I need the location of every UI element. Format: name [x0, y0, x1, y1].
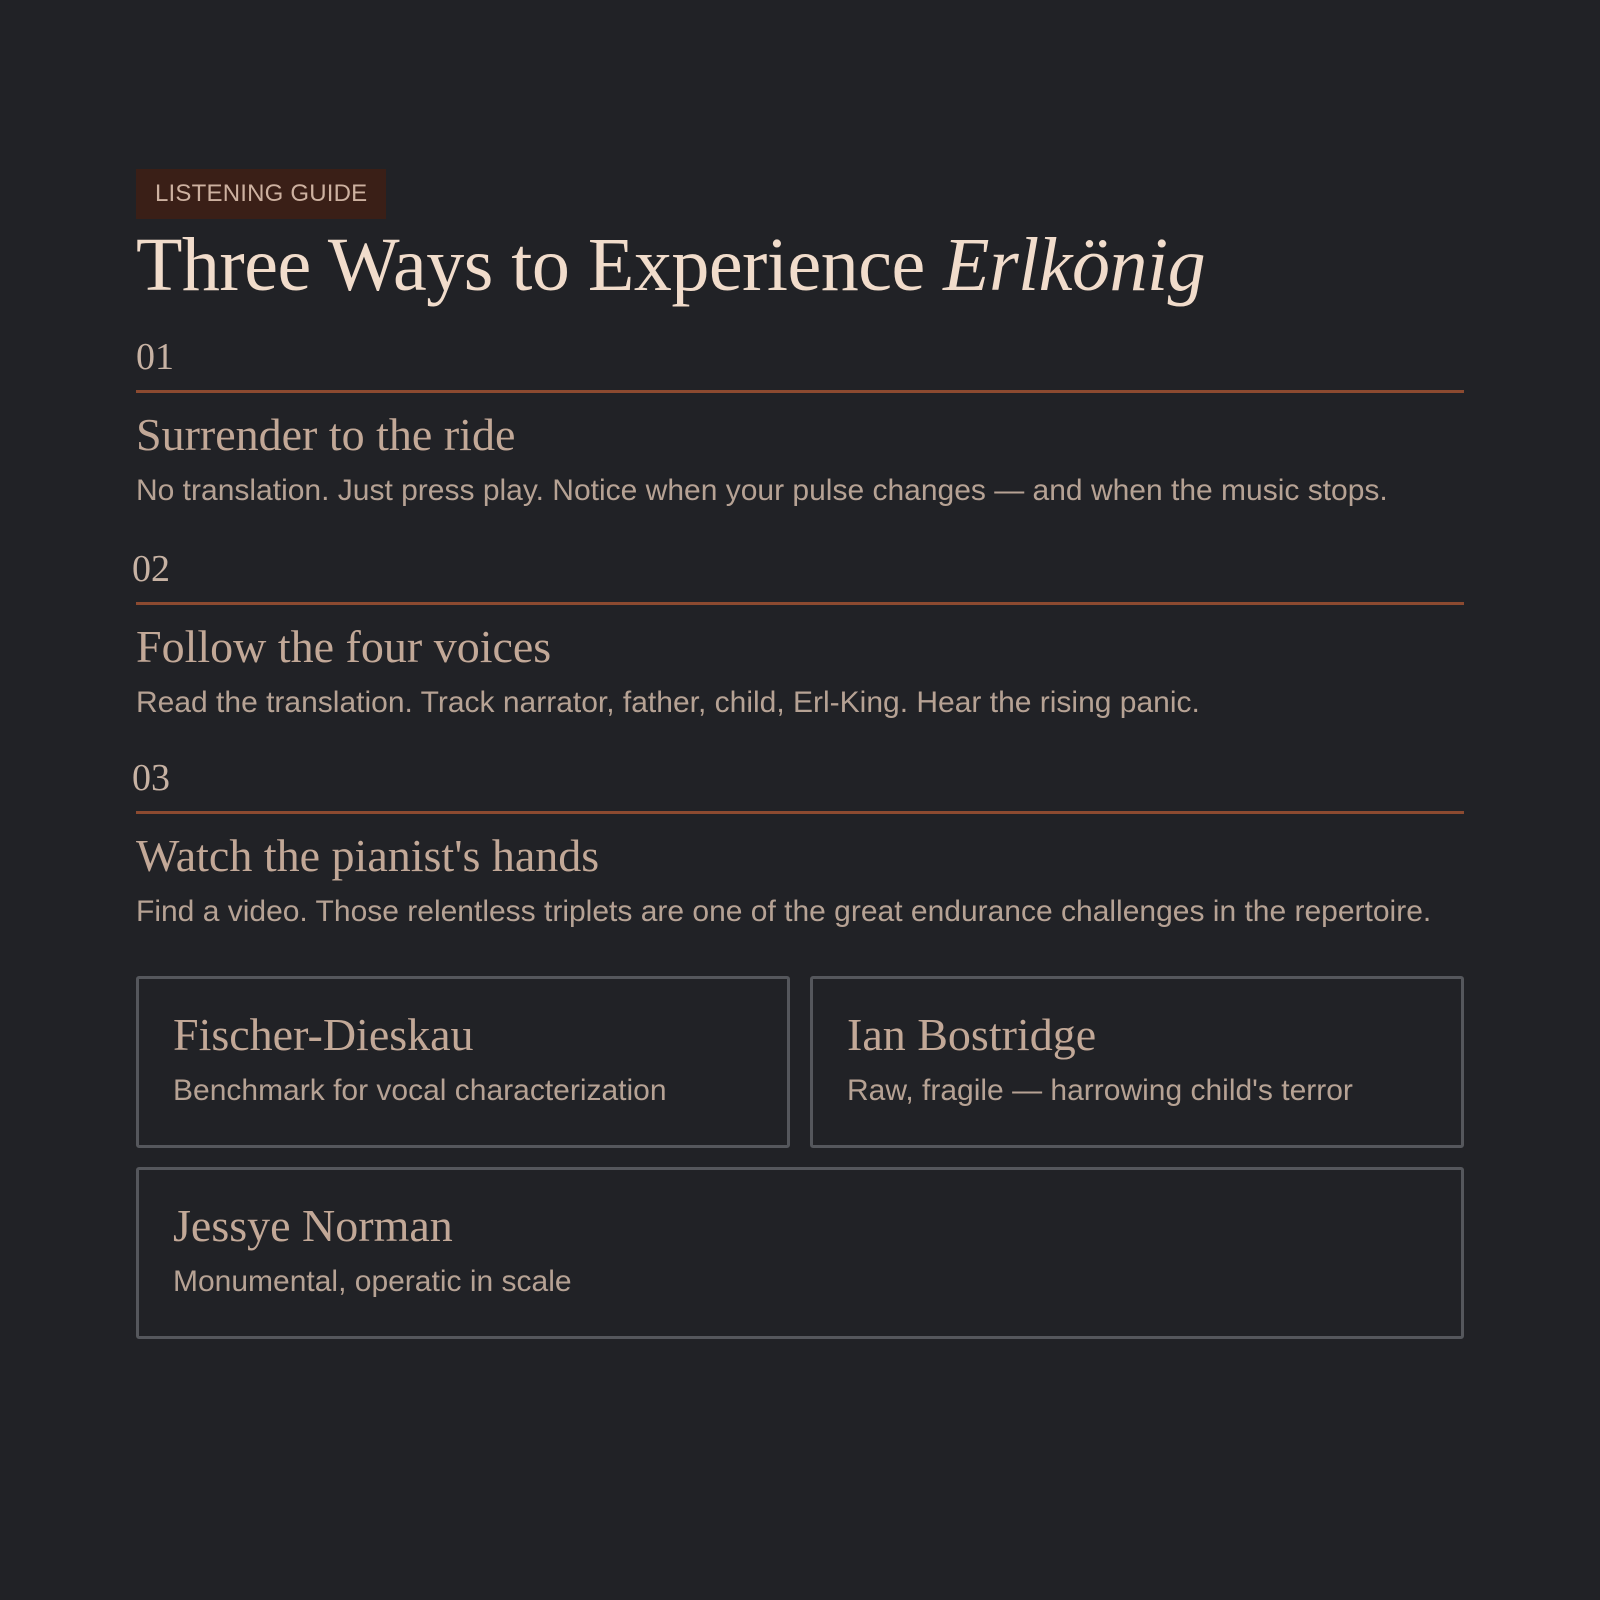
recording-description: Raw, fragile — harrowing child's terror [847, 1074, 1353, 1107]
recording-description: Monumental, operatic in scale [173, 1265, 572, 1298]
step-description: Read the translation. Track narrator, father, child, Erl-King. Hear the rising panic. [136, 686, 1200, 719]
recording-card [810, 976, 1464, 1148]
step-divider [136, 390, 1464, 393]
step-description: Find a video. Those relentless triplets are one of the great endurance challenges in the repertoire. [136, 895, 1432, 928]
step-number: 03 [132, 757, 170, 799]
recording-card [136, 976, 790, 1148]
recording-artist: Ian Bostridge [847, 1009, 1097, 1060]
listening-guide [132, 169, 1464, 1336]
step-title: Watch the pianist's hands [136, 830, 600, 881]
step-item [136, 337, 1464, 511]
step-number: 01 [136, 336, 174, 378]
title-text: Three Ways to Experience [136, 223, 944, 307]
step-item [132, 548, 1464, 723]
recording-artist: Jessye Norman [173, 1200, 453, 1251]
step-number: 02 [132, 548, 170, 590]
recording-artist: Fischer-Dieskau [173, 1009, 474, 1060]
recording-description: Benchmark for vocal characterization [173, 1074, 667, 1107]
title-work-name: Erlkönig [943, 223, 1206, 307]
step-title: Surrender to the ride [136, 409, 516, 460]
step-item [132, 757, 1464, 932]
step-description: No translation. Just press play. Notice when your pulse changes — and when the music stops. [136, 474, 1388, 507]
recording-card [136, 1167, 1464, 1339]
step-divider [136, 811, 1464, 814]
recordings-grid [136, 976, 1464, 1336]
step-title: Follow the four voices [136, 621, 552, 672]
page-title [136, 223, 1464, 307]
category-badge: LISTENING GUIDE [136, 169, 386, 219]
step-divider [136, 602, 1464, 605]
